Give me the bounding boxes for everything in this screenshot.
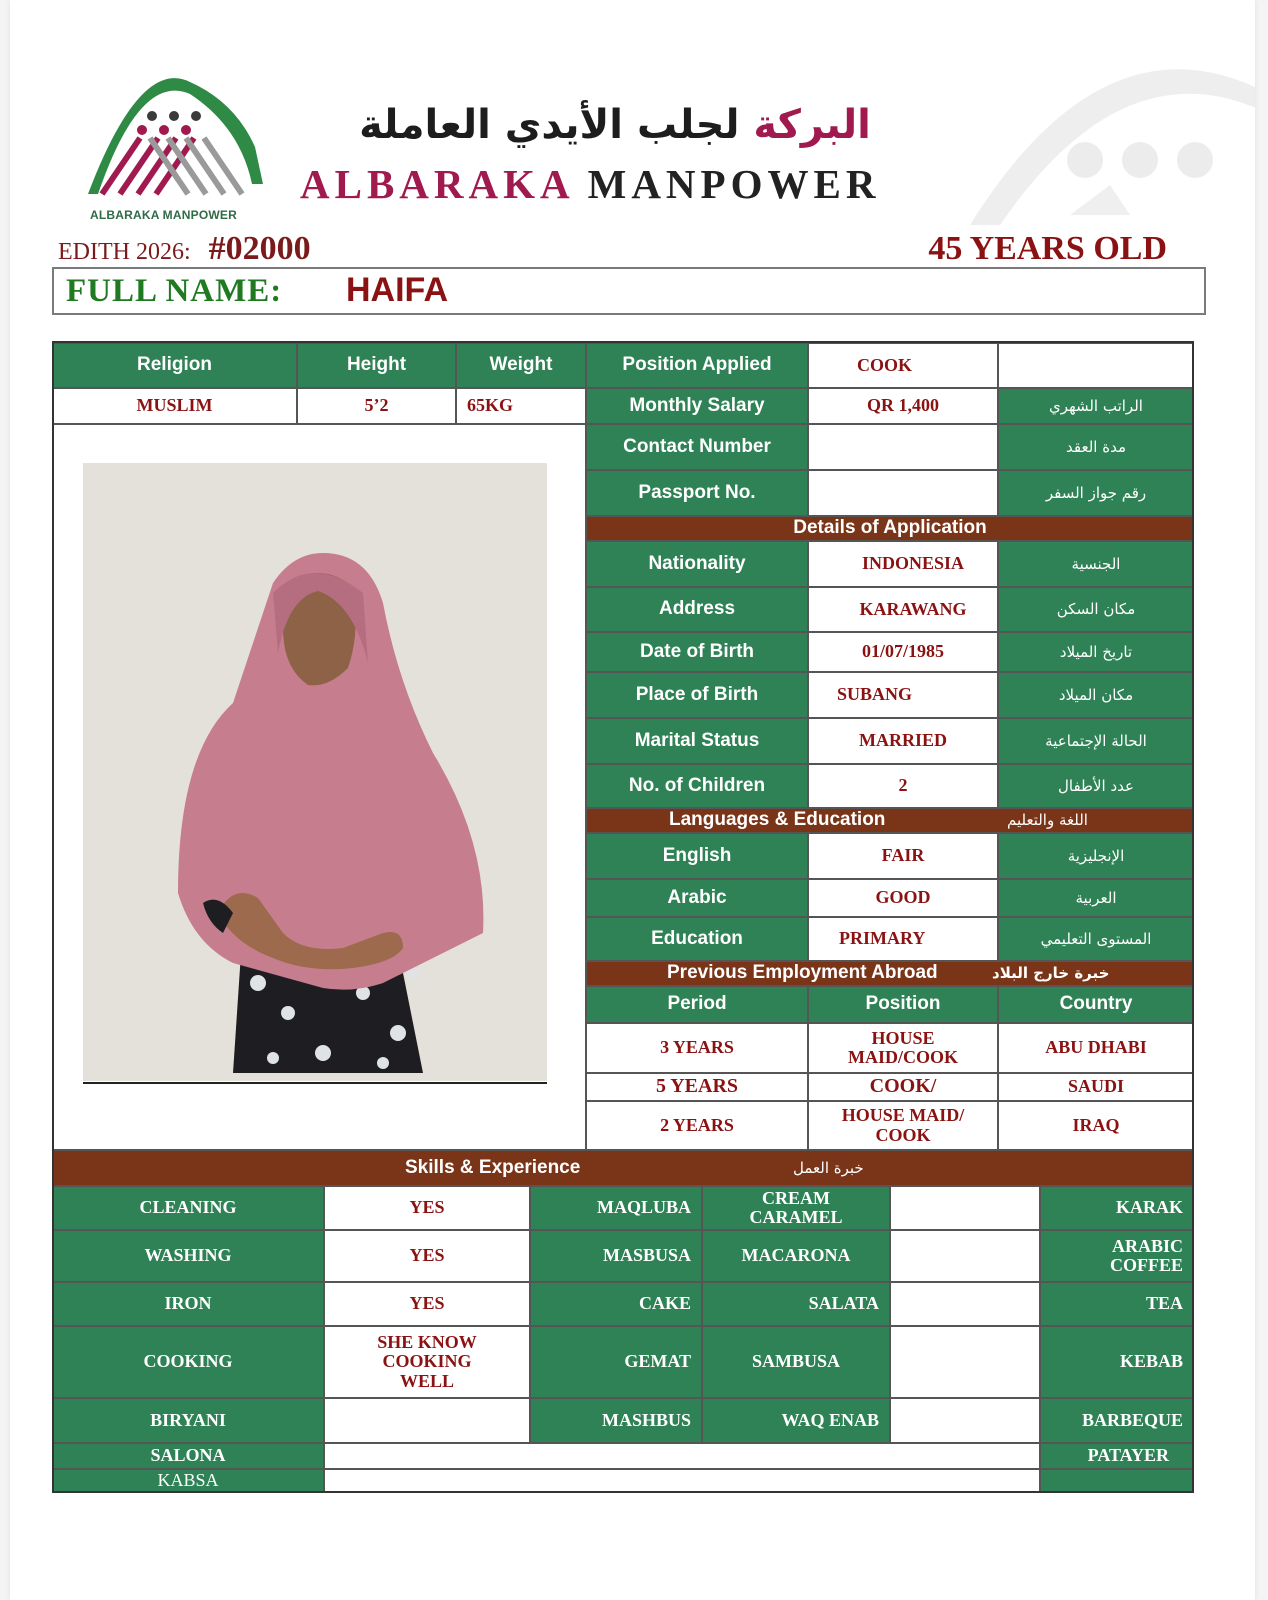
- company-logo: [80, 72, 280, 230]
- weight-header: Weight: [456, 343, 586, 388]
- children-label: No. of Children: [586, 764, 808, 808]
- english-title-part2: MANPOWER: [587, 161, 881, 207]
- dish-masbusa: MASBUSA: [530, 1230, 702, 1282]
- skill-cooking-value: SHE KNOW COOKING WELL: [324, 1326, 530, 1398]
- age-text: 45 YEARS OLD: [928, 230, 1167, 267]
- dish-kebab: KEBAB: [1040, 1326, 1194, 1398]
- edition-number: #02000: [208, 230, 311, 267]
- weight-value: 65KG: [456, 388, 586, 424]
- employment-period-1: 3 YEARS: [586, 1023, 808, 1073]
- marital-status-label: Marital Status: [586, 718, 808, 764]
- contact-number-arabic: مدة العقد: [998, 424, 1194, 470]
- nationality-value: INDONESIA: [808, 541, 998, 587]
- dish-cream-caramel: CREAM CARAMEL: [702, 1186, 890, 1230]
- employment-country-1: ABU DHABI: [998, 1023, 1194, 1073]
- children-value: 2: [808, 764, 998, 808]
- employment-title-arabic: خبرة خارج البلاد: [992, 964, 1110, 982]
- monthly-salary-value: QR 1,400: [808, 388, 998, 424]
- skills-blank-3: [890, 1282, 1040, 1326]
- country-header: Country: [998, 986, 1194, 1023]
- edition-label: EDITH 2026:: [58, 239, 191, 265]
- passport-arabic: رقم جواز السفر: [998, 470, 1194, 516]
- education-label: Education: [586, 917, 808, 961]
- english-label: English: [586, 833, 808, 879]
- drink-tea: TEA: [1040, 1282, 1194, 1326]
- employment-position-3: HOUSE MAID/ COOK: [808, 1101, 998, 1150]
- place-of-birth-value: SUBANG: [808, 672, 998, 718]
- arabic-language-value: GOOD: [808, 879, 998, 917]
- employment-section-title: [586, 961, 1194, 986]
- skill-salona: SALONA: [52, 1443, 324, 1469]
- monthly-salary-label: Monthly Salary: [586, 388, 808, 424]
- date-of-birth-value: 01/07/1985: [808, 632, 998, 672]
- dish-maqluba: MAQLUBA: [530, 1186, 702, 1230]
- skill-iron-value: YES: [324, 1282, 530, 1326]
- salona-blank: [324, 1443, 1040, 1469]
- arabic-language-arabic: العربية: [998, 879, 1194, 917]
- dish-barbeque: BARBEQUE: [1040, 1398, 1194, 1443]
- skill-cleaning-value: YES: [324, 1186, 530, 1230]
- english-arabic: الإنجليزية: [998, 833, 1194, 879]
- marital-status-arabic: الحالة الإجتماعية: [998, 718, 1194, 764]
- skill-washing-value: YES: [324, 1230, 530, 1282]
- dish-salata: SALATA: [702, 1282, 890, 1326]
- employment-period-3: 2 YEARS: [586, 1101, 808, 1150]
- skills-section-title: [52, 1150, 1194, 1186]
- languages-title-arabic: اللغة والتعليم: [1007, 811, 1088, 829]
- height-value: 5’2: [297, 388, 456, 424]
- skill-cooking: COOKING: [52, 1326, 324, 1398]
- kabsa-blank: [324, 1469, 1040, 1493]
- nationality-label: Nationality: [586, 541, 808, 587]
- education-value: PRIMARY: [808, 917, 998, 961]
- english-value: FAIR: [808, 833, 998, 879]
- place-of-birth-arabic: مكان الميلاد: [998, 672, 1194, 718]
- employment-country-2: SAUDI: [998, 1073, 1194, 1101]
- arabic-title-part1: البركة: [753, 102, 871, 148]
- employment-period-2: 5 YEARS: [586, 1073, 808, 1101]
- skills-blank-2: [890, 1230, 1040, 1282]
- employment-country-3: IRAQ: [998, 1101, 1194, 1150]
- marital-status-value: MARRIED: [808, 718, 998, 764]
- place-of-birth-label: Place of Birth: [586, 672, 808, 718]
- languages-title-text: Languages & Education: [669, 809, 886, 831]
- drink-arabic-coffee: ARABIC COFFEE: [1040, 1230, 1194, 1282]
- cv-page: [10, 0, 1255, 1600]
- dish-patayer: PATAYER: [1040, 1443, 1194, 1469]
- dish-mashbus: MASHBUS: [530, 1398, 702, 1443]
- employment-position-1: HOUSE MAID/COOK: [808, 1023, 998, 1073]
- kabsa-right-blank: [1040, 1469, 1194, 1493]
- address-value: KARAWANG: [808, 587, 998, 632]
- arabic-language-label: Arabic: [586, 879, 808, 917]
- drink-karak: KARAK: [1040, 1186, 1194, 1230]
- period-header: Period: [586, 986, 808, 1023]
- dish-gemat: GEMAT: [530, 1326, 702, 1398]
- position-applied-label: Position Applied: [586, 343, 808, 388]
- full-name-label: FULL NAME:: [66, 273, 283, 309]
- skills-title-arabic: خبرة العمل: [793, 1159, 864, 1177]
- religion-value: MUSLIM: [52, 388, 297, 424]
- passport-label: Passport No.: [586, 470, 808, 516]
- skills-blank-4: [890, 1326, 1040, 1398]
- religion-header: Religion: [52, 343, 297, 388]
- education-arabic: المستوى التعليمي: [998, 917, 1194, 961]
- watermark-logo: [960, 40, 1255, 230]
- skill-iron: IRON: [52, 1282, 324, 1326]
- contact-number-value: [808, 424, 998, 470]
- arabic-title-part2: لجلب الأيدي العاملة: [359, 102, 740, 148]
- address-arabic: مكان السكن: [998, 587, 1194, 632]
- position-applied-blank: [998, 343, 1194, 388]
- logo-caption: ALBARAKA MANPOWER: [90, 208, 237, 222]
- full-name-value: HAIFA: [346, 271, 448, 309]
- dish-sambusa: SAMBUSA: [702, 1326, 890, 1398]
- skills-title-text: Skills & Experience: [405, 1156, 581, 1178]
- position-header: Position: [808, 986, 998, 1023]
- dish-cake: CAKE: [530, 1282, 702, 1326]
- employment-title-text: Previous Employment Abroad: [667, 962, 938, 984]
- contact-number-label: Contact Number: [586, 424, 808, 470]
- skills-blank-5: [890, 1398, 1040, 1443]
- skill-cleaning: CLEANING: [52, 1186, 324, 1230]
- date-of-birth-label: Date of Birth: [586, 632, 808, 672]
- skill-biryani: BIRYANI: [52, 1398, 324, 1443]
- passport-value: [808, 470, 998, 516]
- address-label: Address: [586, 587, 808, 632]
- arabic-company-title: [290, 102, 940, 148]
- height-header: Height: [297, 343, 456, 388]
- applicant-photo: [83, 463, 547, 1081]
- skill-kabsa: KABSA: [52, 1469, 324, 1493]
- application-section-title: Details of Application: [586, 516, 1194, 541]
- photo-underline: [83, 1082, 547, 1084]
- skills-blank-1: [890, 1186, 1040, 1230]
- skill-biryani-value: [324, 1398, 530, 1443]
- nationality-arabic: الجنسية: [998, 541, 1194, 587]
- children-arabic: عدد الأطفال: [998, 764, 1194, 808]
- english-company-title: [300, 160, 880, 208]
- monthly-salary-arabic: الراتب الشهري: [998, 388, 1194, 424]
- english-title-part1: ALBARAKA: [300, 161, 573, 207]
- dish-macarona: MACARONA: [702, 1230, 890, 1282]
- full-name-box: [52, 267, 1206, 315]
- employment-position-2: COOK/: [808, 1073, 998, 1101]
- languages-section-title: [586, 808, 1194, 833]
- skill-washing: WASHING: [52, 1230, 324, 1282]
- date-of-birth-arabic: تاريخ الميلاد: [998, 632, 1194, 672]
- dish-waq-enab: WAQ ENAB: [702, 1398, 890, 1443]
- edition-line: [58, 230, 311, 268]
- position-applied-value: COOK: [808, 343, 998, 388]
